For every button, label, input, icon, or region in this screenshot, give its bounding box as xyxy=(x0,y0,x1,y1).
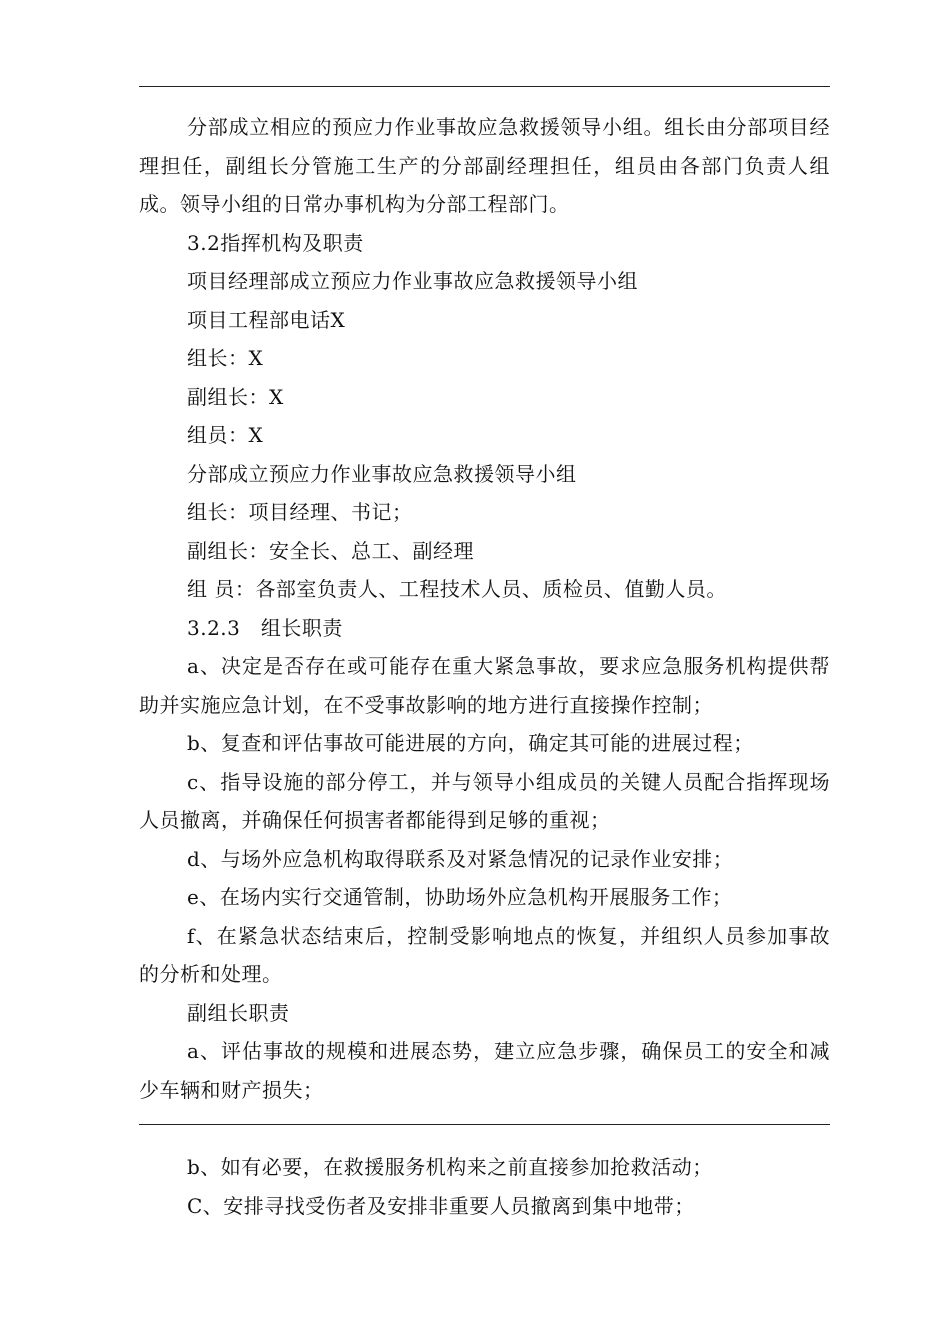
list-item: C、安排寻找受伤者及安排非重要人员撤离到集中地带； xyxy=(187,1193,695,1218)
list-item: f、在紧急状态结束后，控制受影响地点的恢复，并组织人员参加事故的分析和处理。 xyxy=(139,923,830,986)
list-item: c、指导设施的部分停工，并与领导小组成员的关键人员配合指挥现场人员撤离，并确保任何损害者都能得到足够的重视； xyxy=(139,769,830,832)
paragraph: 副组长：安全长、总工、副经理 xyxy=(187,538,474,563)
document-body-page-1 xyxy=(139,108,830,1109)
section-heading: 3.2指挥机构及职责 xyxy=(187,230,364,255)
list-item: b、如有必要，在救援服务机构来之前直接参加抢救活动； xyxy=(187,1155,713,1179)
section-heading: 3.2.3 组长职责 xyxy=(187,615,343,640)
list-item: a、评估事故的规模和进展态势，建立应急步骤，确保员工的安全和减少车辆和财产损失； xyxy=(139,1039,830,1102)
paragraph: 组长：X xyxy=(187,346,264,370)
document-body-page-2 xyxy=(139,1148,830,1225)
paragraph: 分部成立预应力作业事故应急救援领导小组 xyxy=(187,461,577,486)
section-heading: 副组长职责 xyxy=(187,1000,290,1025)
paragraph: 项目经理部成立预应力作业事故应急救援领导小组 xyxy=(187,269,638,293)
page-top-rule xyxy=(139,86,830,87)
paragraph: 副组长：X xyxy=(187,384,284,409)
paragraph: 组长：项目经理、书记； xyxy=(187,500,413,524)
list-item: b、复查和评估事故可能进展的方向，确定其可能的进展过程； xyxy=(187,731,754,755)
list-item: d、与场外应急机构取得联系及对紧急情况的记录作业安排； xyxy=(187,846,734,871)
page-break-rule xyxy=(139,1124,830,1125)
paragraph: 分部成立相应的预应力作业事故应急救援领导小组。组长由分部项目经理担任，副组长分管施工生产的分部副经理担任，组员由各部门负责人组成。领导小组的日常办事机构为分部工程部门。 xyxy=(139,115,830,216)
paragraph: 项目工程部电话X xyxy=(187,307,346,332)
list-item: e、在场内实行交通管制，协助场外应急机构开展服务工作； xyxy=(187,885,733,909)
paragraph: 组 员：各部室负责人、工程技术人员、质检员、值勤人员。 xyxy=(187,577,727,601)
paragraph: 组员：X xyxy=(187,423,264,447)
list-item: a、决定是否存在或可能存在重大紧急事故，要求应急服务机构提供帮助并实施应急计划，在不受事故影响的地方进行直接操作控制； xyxy=(139,654,830,717)
